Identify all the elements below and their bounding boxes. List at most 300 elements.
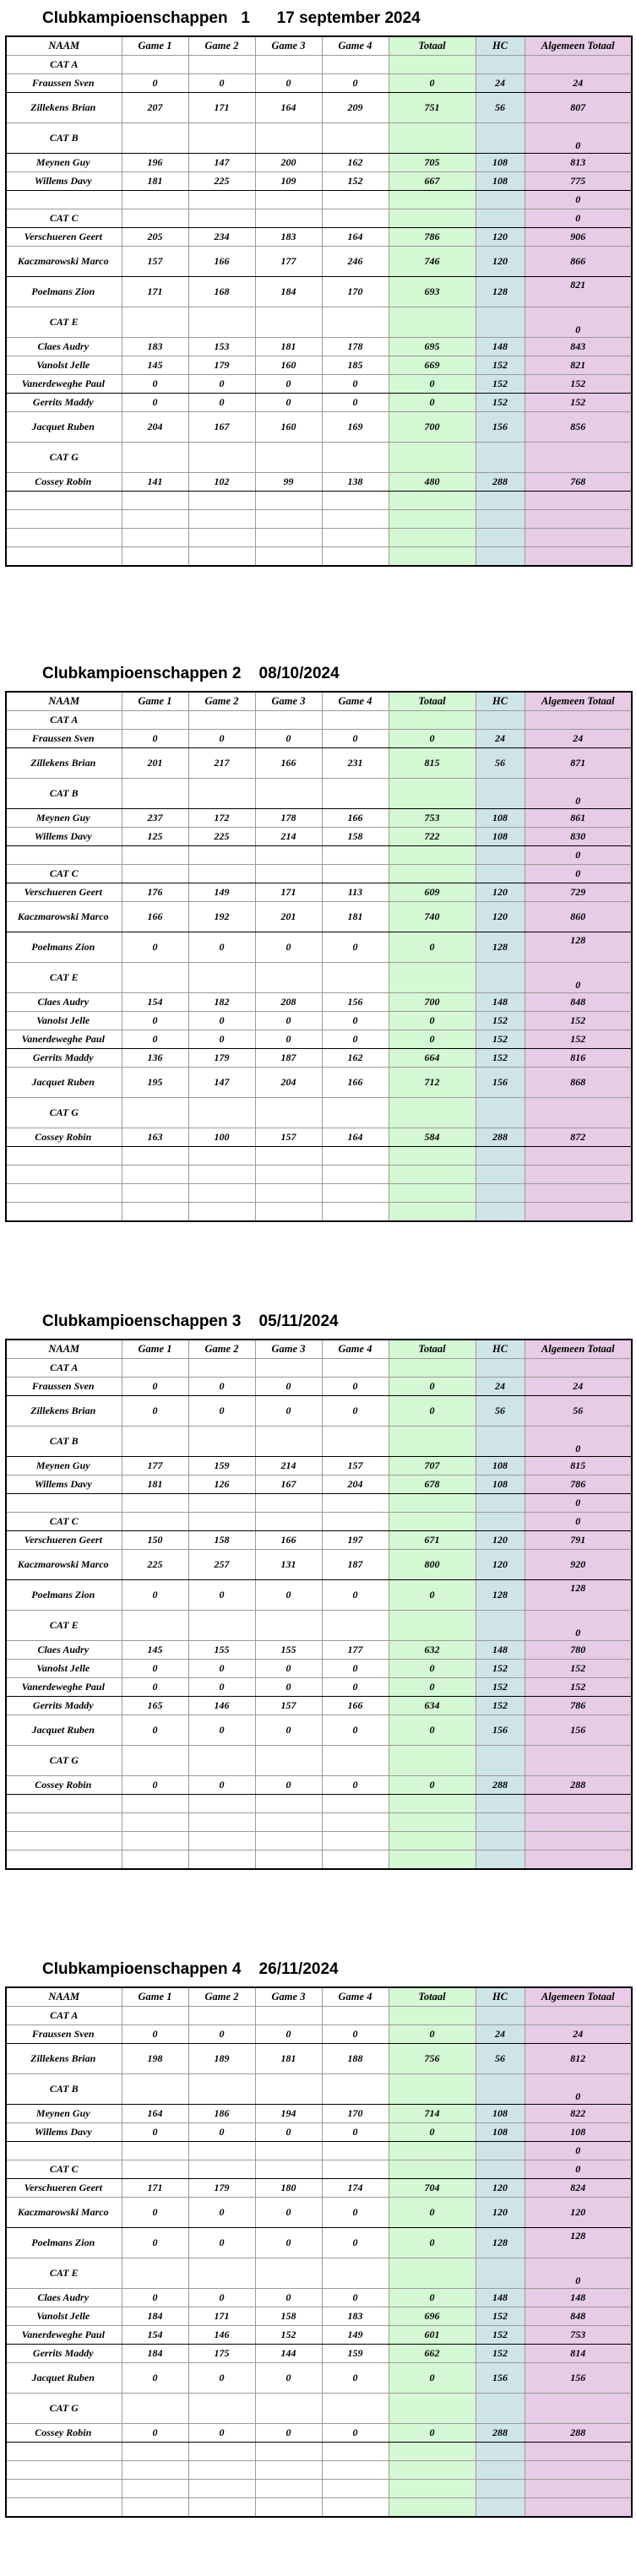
game-3-score: 160 — [255, 412, 322, 443]
overall-total — [525, 1813, 632, 1832]
game-2-score — [188, 1098, 255, 1128]
player-name: Vanerdeweghe Paul — [6, 375, 122, 394]
handicap — [476, 2258, 525, 2289]
game-2-score: 166 — [188, 247, 255, 277]
game-2-score — [188, 1513, 255, 1531]
total-score: 0 — [389, 1580, 476, 1611]
handicap — [476, 2480, 525, 2498]
game-2-score — [188, 307, 255, 338]
overall-total: 128 — [525, 932, 632, 963]
championship-section — [5, 2, 631, 567]
game-1-score — [122, 1166, 188, 1184]
handicap: 108 — [476, 828, 525, 846]
game-4-score: 166 — [322, 809, 389, 828]
game-1-score — [122, 1611, 188, 1641]
category-label: CAT C — [6, 865, 122, 883]
game-2-score: 146 — [188, 1697, 255, 1715]
game-1-score: 136 — [122, 1049, 188, 1068]
game-2-score — [188, 865, 255, 883]
game-2-score: 175 — [188, 2345, 255, 2363]
player-name: Poelmans Zion — [6, 1580, 122, 1611]
handicap: 156 — [476, 412, 525, 443]
handicap: 108 — [476, 172, 525, 191]
game-3-score: 157 — [255, 1128, 322, 1147]
game-3-score — [255, 492, 322, 510]
section-title: Clubkampioenschappen 4 26/11/2024 — [42, 1960, 339, 1978]
handicap: 148 — [476, 993, 525, 1012]
overall-total — [525, 2498, 632, 2518]
empty-row — [6, 2443, 632, 2461]
empty-row — [6, 2142, 632, 2160]
name-cell — [6, 1147, 122, 1166]
overall-total: 152 — [525, 1678, 632, 1697]
handicap — [476, 2160, 525, 2179]
game-1-score: 145 — [122, 356, 188, 375]
game-2-score — [188, 963, 255, 993]
handicap — [476, 443, 525, 473]
overall-total — [525, 443, 632, 473]
game-2-score: 172 — [188, 809, 255, 828]
game-1-score: 0 — [122, 2198, 188, 2228]
overall-total — [525, 492, 632, 510]
game-4-score: 0 — [322, 2025, 389, 2044]
game-2-score: 0 — [188, 2025, 255, 2044]
total-score: 722 — [389, 828, 476, 846]
player-row — [6, 1697, 632, 1715]
game-3-score: 0 — [255, 1660, 322, 1678]
overall-total — [525, 2480, 632, 2498]
total-score: 740 — [389, 902, 476, 932]
total-score: 751 — [389, 93, 476, 123]
player-row — [6, 2345, 632, 2363]
player-name: Fraussen Sven — [6, 74, 122, 93]
game-1-score: 204 — [122, 412, 188, 443]
handicap: 152 — [476, 2326, 525, 2345]
game-2-score — [188, 846, 255, 865]
game-1-score: 0 — [122, 1776, 188, 1795]
game-3-score — [255, 1611, 322, 1641]
game-1-score: 171 — [122, 277, 188, 307]
handicap — [476, 209, 525, 228]
game-3-score: 0 — [255, 932, 322, 963]
overall-total: 24 — [525, 74, 632, 93]
name-cell — [6, 2443, 122, 2461]
game-3-score: 181 — [255, 2044, 322, 2074]
overall-total — [525, 1203, 632, 1222]
game-3-score: 0 — [255, 1396, 322, 1427]
total-score: 0 — [389, 74, 476, 93]
category-row — [6, 1513, 632, 1531]
total-score: 0 — [389, 2123, 476, 2142]
game-2-score — [188, 1427, 255, 1457]
game-1-score: 154 — [122, 2326, 188, 2345]
header-game-3: Game 3 — [255, 1987, 322, 2007]
handicap: 288 — [476, 2424, 525, 2443]
player-name: Willems Davy — [6, 2123, 122, 2142]
name-cell — [6, 191, 122, 209]
header-game-4: Game 4 — [322, 1340, 389, 1359]
handicap: 108 — [476, 2105, 525, 2123]
header-name: NAAM — [6, 1987, 122, 2007]
handicap: 152 — [476, 2307, 525, 2326]
game-2-score: 0 — [188, 1678, 255, 1697]
game-2-score: 217 — [188, 748, 255, 779]
player-row — [6, 74, 632, 93]
player-row — [6, 1475, 632, 1494]
header-game-2: Game 2 — [188, 1340, 255, 1359]
overall-total: 848 — [525, 993, 632, 1012]
overall-total: 0 — [525, 2074, 632, 2105]
game-2-score: 0 — [188, 1776, 255, 1795]
game-4-score: 0 — [322, 1715, 389, 1746]
category-label: CAT B — [6, 2074, 122, 2105]
overall-total: 152 — [525, 375, 632, 394]
handicap: 108 — [476, 2123, 525, 2142]
game-1-score: 164 — [122, 2105, 188, 2123]
game-1-score — [122, 443, 188, 473]
game-3-score: 109 — [255, 172, 322, 191]
game-4-score — [322, 779, 389, 809]
total-score — [389, 123, 476, 154]
overall-total: 0 — [525, 1427, 632, 1457]
overall-total: 0 — [525, 2142, 632, 2160]
overall-total: 814 — [525, 2345, 632, 2363]
game-2-score: 182 — [188, 993, 255, 1012]
total-score: 601 — [389, 2326, 476, 2345]
game-4-score — [322, 2498, 389, 2518]
game-4-score: 0 — [322, 1030, 389, 1049]
game-1-score: 0 — [122, 932, 188, 963]
handicap: 148 — [476, 338, 525, 356]
game-3-score — [255, 779, 322, 809]
header-game-4: Game 4 — [322, 1987, 389, 2007]
scores-table — [5, 691, 633, 1222]
handicap: 120 — [476, 883, 525, 902]
total-score — [389, 2394, 476, 2424]
game-4-score — [322, 1850, 389, 1870]
player-row — [6, 2025, 632, 2044]
name-cell — [6, 492, 122, 510]
game-4-score — [322, 963, 389, 993]
game-3-score: 181 — [255, 338, 322, 356]
total-score — [389, 1203, 476, 1222]
game-1-score — [122, 779, 188, 809]
overall-total: 821 — [525, 356, 632, 375]
game-4-score: 113 — [322, 883, 389, 902]
game-2-score — [188, 1813, 255, 1832]
overall-total: 729 — [525, 883, 632, 902]
total-score: 0 — [389, 1678, 476, 1697]
handicap: 56 — [476, 2044, 525, 2074]
game-2-score — [188, 2394, 255, 2424]
game-3-score — [255, 510, 322, 529]
game-1-score: 0 — [122, 1678, 188, 1697]
name-cell — [6, 529, 122, 547]
game-1-score: 154 — [122, 993, 188, 1012]
game-1-score: 0 — [122, 2228, 188, 2258]
game-2-score — [188, 1494, 255, 1513]
game-1-score: 157 — [122, 247, 188, 277]
player-name: Cossey Robin — [6, 473, 122, 492]
player-row — [6, 473, 632, 492]
empty-row — [6, 1850, 632, 1870]
category-row — [6, 963, 632, 993]
handicap: 120 — [476, 2198, 525, 2228]
overall-total: 848 — [525, 2307, 632, 2326]
overall-total — [525, 1746, 632, 1776]
total-score — [389, 443, 476, 473]
overall-total — [525, 547, 632, 567]
game-3-score: 187 — [255, 1049, 322, 1068]
player-name: Vanerdeweghe Paul — [6, 2326, 122, 2345]
overall-total: 56 — [525, 1396, 632, 1427]
empty-row — [6, 1184, 632, 1203]
handicap — [476, 1832, 525, 1850]
header-name: NAAM — [6, 36, 122, 56]
total-score: 714 — [389, 2105, 476, 2123]
category-label: CAT A — [6, 56, 122, 74]
game-3-score: 155 — [255, 1641, 322, 1660]
player-row — [6, 828, 632, 846]
game-4-score — [322, 1494, 389, 1513]
total-score — [389, 209, 476, 228]
game-1-score: 205 — [122, 228, 188, 247]
game-4-score: 185 — [322, 356, 389, 375]
name-cell — [6, 2480, 122, 2498]
game-1-score: 184 — [122, 2307, 188, 2326]
game-1-score — [122, 2160, 188, 2179]
overall-total: 906 — [525, 228, 632, 247]
game-1-score — [122, 2498, 188, 2518]
game-4-score — [322, 307, 389, 338]
game-1-score — [122, 2007, 188, 2025]
handicap — [476, 307, 525, 338]
overall-total: 816 — [525, 1049, 632, 1068]
player-name: Kaczmarowski Marco — [6, 902, 122, 932]
overall-total: 0 — [525, 191, 632, 209]
player-row — [6, 1396, 632, 1427]
total-score: 0 — [389, 375, 476, 394]
player-name: Jacquet Ruben — [6, 1068, 122, 1098]
category-row — [6, 443, 632, 473]
game-1-score — [122, 2480, 188, 2498]
handicap — [476, 1359, 525, 1378]
overall-total: 860 — [525, 902, 632, 932]
category-row — [6, 2074, 632, 2105]
overall-total — [525, 2443, 632, 2461]
header-name: NAAM — [6, 692, 122, 711]
handicap: 288 — [476, 473, 525, 492]
header-hc: HC — [476, 1340, 525, 1359]
game-3-score: 0 — [255, 1030, 322, 1049]
game-2-score — [188, 1203, 255, 1222]
game-4-score: 0 — [322, 2424, 389, 2443]
game-3-score: 152 — [255, 2326, 322, 2345]
player-name: Vanerdeweghe Paul — [6, 1030, 122, 1049]
game-3-score: 208 — [255, 993, 322, 1012]
handicap: 148 — [476, 2289, 525, 2307]
game-3-score: 0 — [255, 2363, 322, 2394]
empty-row — [6, 1795, 632, 1813]
game-2-score: 192 — [188, 902, 255, 932]
game-2-score: 100 — [188, 1128, 255, 1147]
header-row — [6, 1987, 632, 2007]
total-score — [389, 1795, 476, 1813]
handicap — [476, 1098, 525, 1128]
game-4-score: 162 — [322, 154, 389, 172]
player-row — [6, 2105, 632, 2123]
game-4-score: 209 — [322, 93, 389, 123]
game-4-score: 0 — [322, 2123, 389, 2142]
header-overall-total: Algemeen Totaal — [525, 692, 632, 711]
player-name: Jacquet Ruben — [6, 1715, 122, 1746]
handicap: 56 — [476, 93, 525, 123]
handicap: 152 — [476, 1030, 525, 1049]
empty-row — [6, 547, 632, 567]
game-4-score: 152 — [322, 172, 389, 191]
overall-total: 872 — [525, 1128, 632, 1147]
total-score: 0 — [389, 1012, 476, 1030]
game-1-score: 163 — [122, 1128, 188, 1147]
game-3-score — [255, 2258, 322, 2289]
header-overall-total: Algemeen Totaal — [525, 1340, 632, 1359]
overall-total: 24 — [525, 2025, 632, 2044]
game-2-score — [188, 1832, 255, 1850]
game-4-score: 0 — [322, 2198, 389, 2228]
game-2-score — [188, 2160, 255, 2179]
game-3-score — [255, 547, 322, 567]
overall-total: 152 — [525, 1012, 632, 1030]
name-cell — [6, 846, 122, 865]
game-3-score — [255, 56, 322, 74]
game-1-score — [122, 56, 188, 74]
total-score: 707 — [389, 1457, 476, 1475]
handicap: 152 — [476, 1049, 525, 1068]
handicap — [476, 2394, 525, 2424]
total-score — [389, 2142, 476, 2160]
handicap: 148 — [476, 1641, 525, 1660]
name-cell — [6, 1184, 122, 1203]
game-4-score — [322, 2461, 389, 2480]
game-2-score: 179 — [188, 1049, 255, 1068]
player-row — [6, 1128, 632, 1147]
total-score: 0 — [389, 2363, 476, 2394]
overall-total: 0 — [525, 1513, 632, 1531]
game-2-score — [188, 2007, 255, 2025]
game-2-score — [188, 1746, 255, 1776]
game-4-score — [322, 711, 389, 730]
game-1-score — [122, 191, 188, 209]
handicap: 56 — [476, 748, 525, 779]
game-3-score: 201 — [255, 902, 322, 932]
player-name: Vanolst Jelle — [6, 1012, 122, 1030]
game-3-score: 214 — [255, 828, 322, 846]
category-label: CAT B — [6, 779, 122, 809]
game-3-score: 184 — [255, 277, 322, 307]
game-4-score: 0 — [322, 1396, 389, 1427]
player-row — [6, 1678, 632, 1697]
game-1-score: 0 — [122, 2025, 188, 2044]
game-2-score — [188, 56, 255, 74]
game-3-score: 171 — [255, 883, 322, 902]
header-total: Totaal — [389, 1987, 476, 2007]
game-1-score — [122, 1813, 188, 1832]
game-2-score — [188, 191, 255, 209]
player-name: Gerrits Maddy — [6, 1697, 122, 1715]
total-score: 671 — [389, 1531, 476, 1550]
game-1-score — [122, 1184, 188, 1203]
game-3-score: 0 — [255, 1012, 322, 1030]
game-3-score: 183 — [255, 228, 322, 247]
player-name: Poelmans Zion — [6, 2228, 122, 2258]
game-4-score — [322, 1166, 389, 1184]
overall-total — [525, 1147, 632, 1166]
handicap — [476, 1813, 525, 1832]
game-4-score — [322, 1098, 389, 1128]
game-2-score: 0 — [188, 1396, 255, 1427]
player-row — [6, 883, 632, 902]
total-score: 696 — [389, 2307, 476, 2326]
player-row — [6, 2307, 632, 2326]
handicap — [476, 1427, 525, 1457]
game-1-score: 145 — [122, 1641, 188, 1660]
section-title: Clubkampioenschappen 1 17 september 2024 — [42, 9, 421, 27]
handicap: 288 — [476, 1128, 525, 1147]
total-score — [389, 1832, 476, 1850]
total-score — [389, 547, 476, 567]
game-1-score — [122, 963, 188, 993]
category-row — [6, 2160, 632, 2179]
empty-row — [6, 529, 632, 547]
overall-total — [525, 1795, 632, 1813]
game-4-score: 183 — [322, 2307, 389, 2326]
category-label: CAT E — [6, 963, 122, 993]
game-3-score: 158 — [255, 2307, 322, 2326]
overall-total: 775 — [525, 172, 632, 191]
game-2-score — [188, 1166, 255, 1184]
game-1-score: 125 — [122, 828, 188, 846]
game-3-score: 200 — [255, 154, 322, 172]
player-name: Kaczmarowski Marco — [6, 247, 122, 277]
handicap: 156 — [476, 1068, 525, 1098]
game-1-score: 201 — [122, 748, 188, 779]
total-score — [389, 1611, 476, 1641]
game-1-score — [122, 1746, 188, 1776]
player-row — [6, 1049, 632, 1068]
game-3-score — [255, 2461, 322, 2480]
handicap: 128 — [476, 2228, 525, 2258]
handicap — [476, 711, 525, 730]
game-4-score: 149 — [322, 2326, 389, 2345]
header-total: Totaal — [389, 1340, 476, 1359]
game-2-score: 0 — [188, 1580, 255, 1611]
game-2-score: 0 — [188, 2424, 255, 2443]
game-4-score — [322, 1147, 389, 1166]
game-4-score: 178 — [322, 338, 389, 356]
player-name: Vanolst Jelle — [6, 2307, 122, 2326]
game-4-score — [322, 2007, 389, 2025]
overall-total — [525, 1098, 632, 1128]
section-title: Clubkampioenschappen 2 08/10/2024 — [42, 665, 340, 682]
player-name: Claes Audry — [6, 2289, 122, 2307]
player-name: Gerrits Maddy — [6, 394, 122, 412]
total-score: 0 — [389, 394, 476, 412]
game-4-score: 174 — [322, 2179, 389, 2198]
header-name: NAAM — [6, 1340, 122, 1359]
scores-table — [5, 1986, 633, 2518]
category-label: CAT E — [6, 307, 122, 338]
game-4-score: 0 — [322, 1776, 389, 1795]
